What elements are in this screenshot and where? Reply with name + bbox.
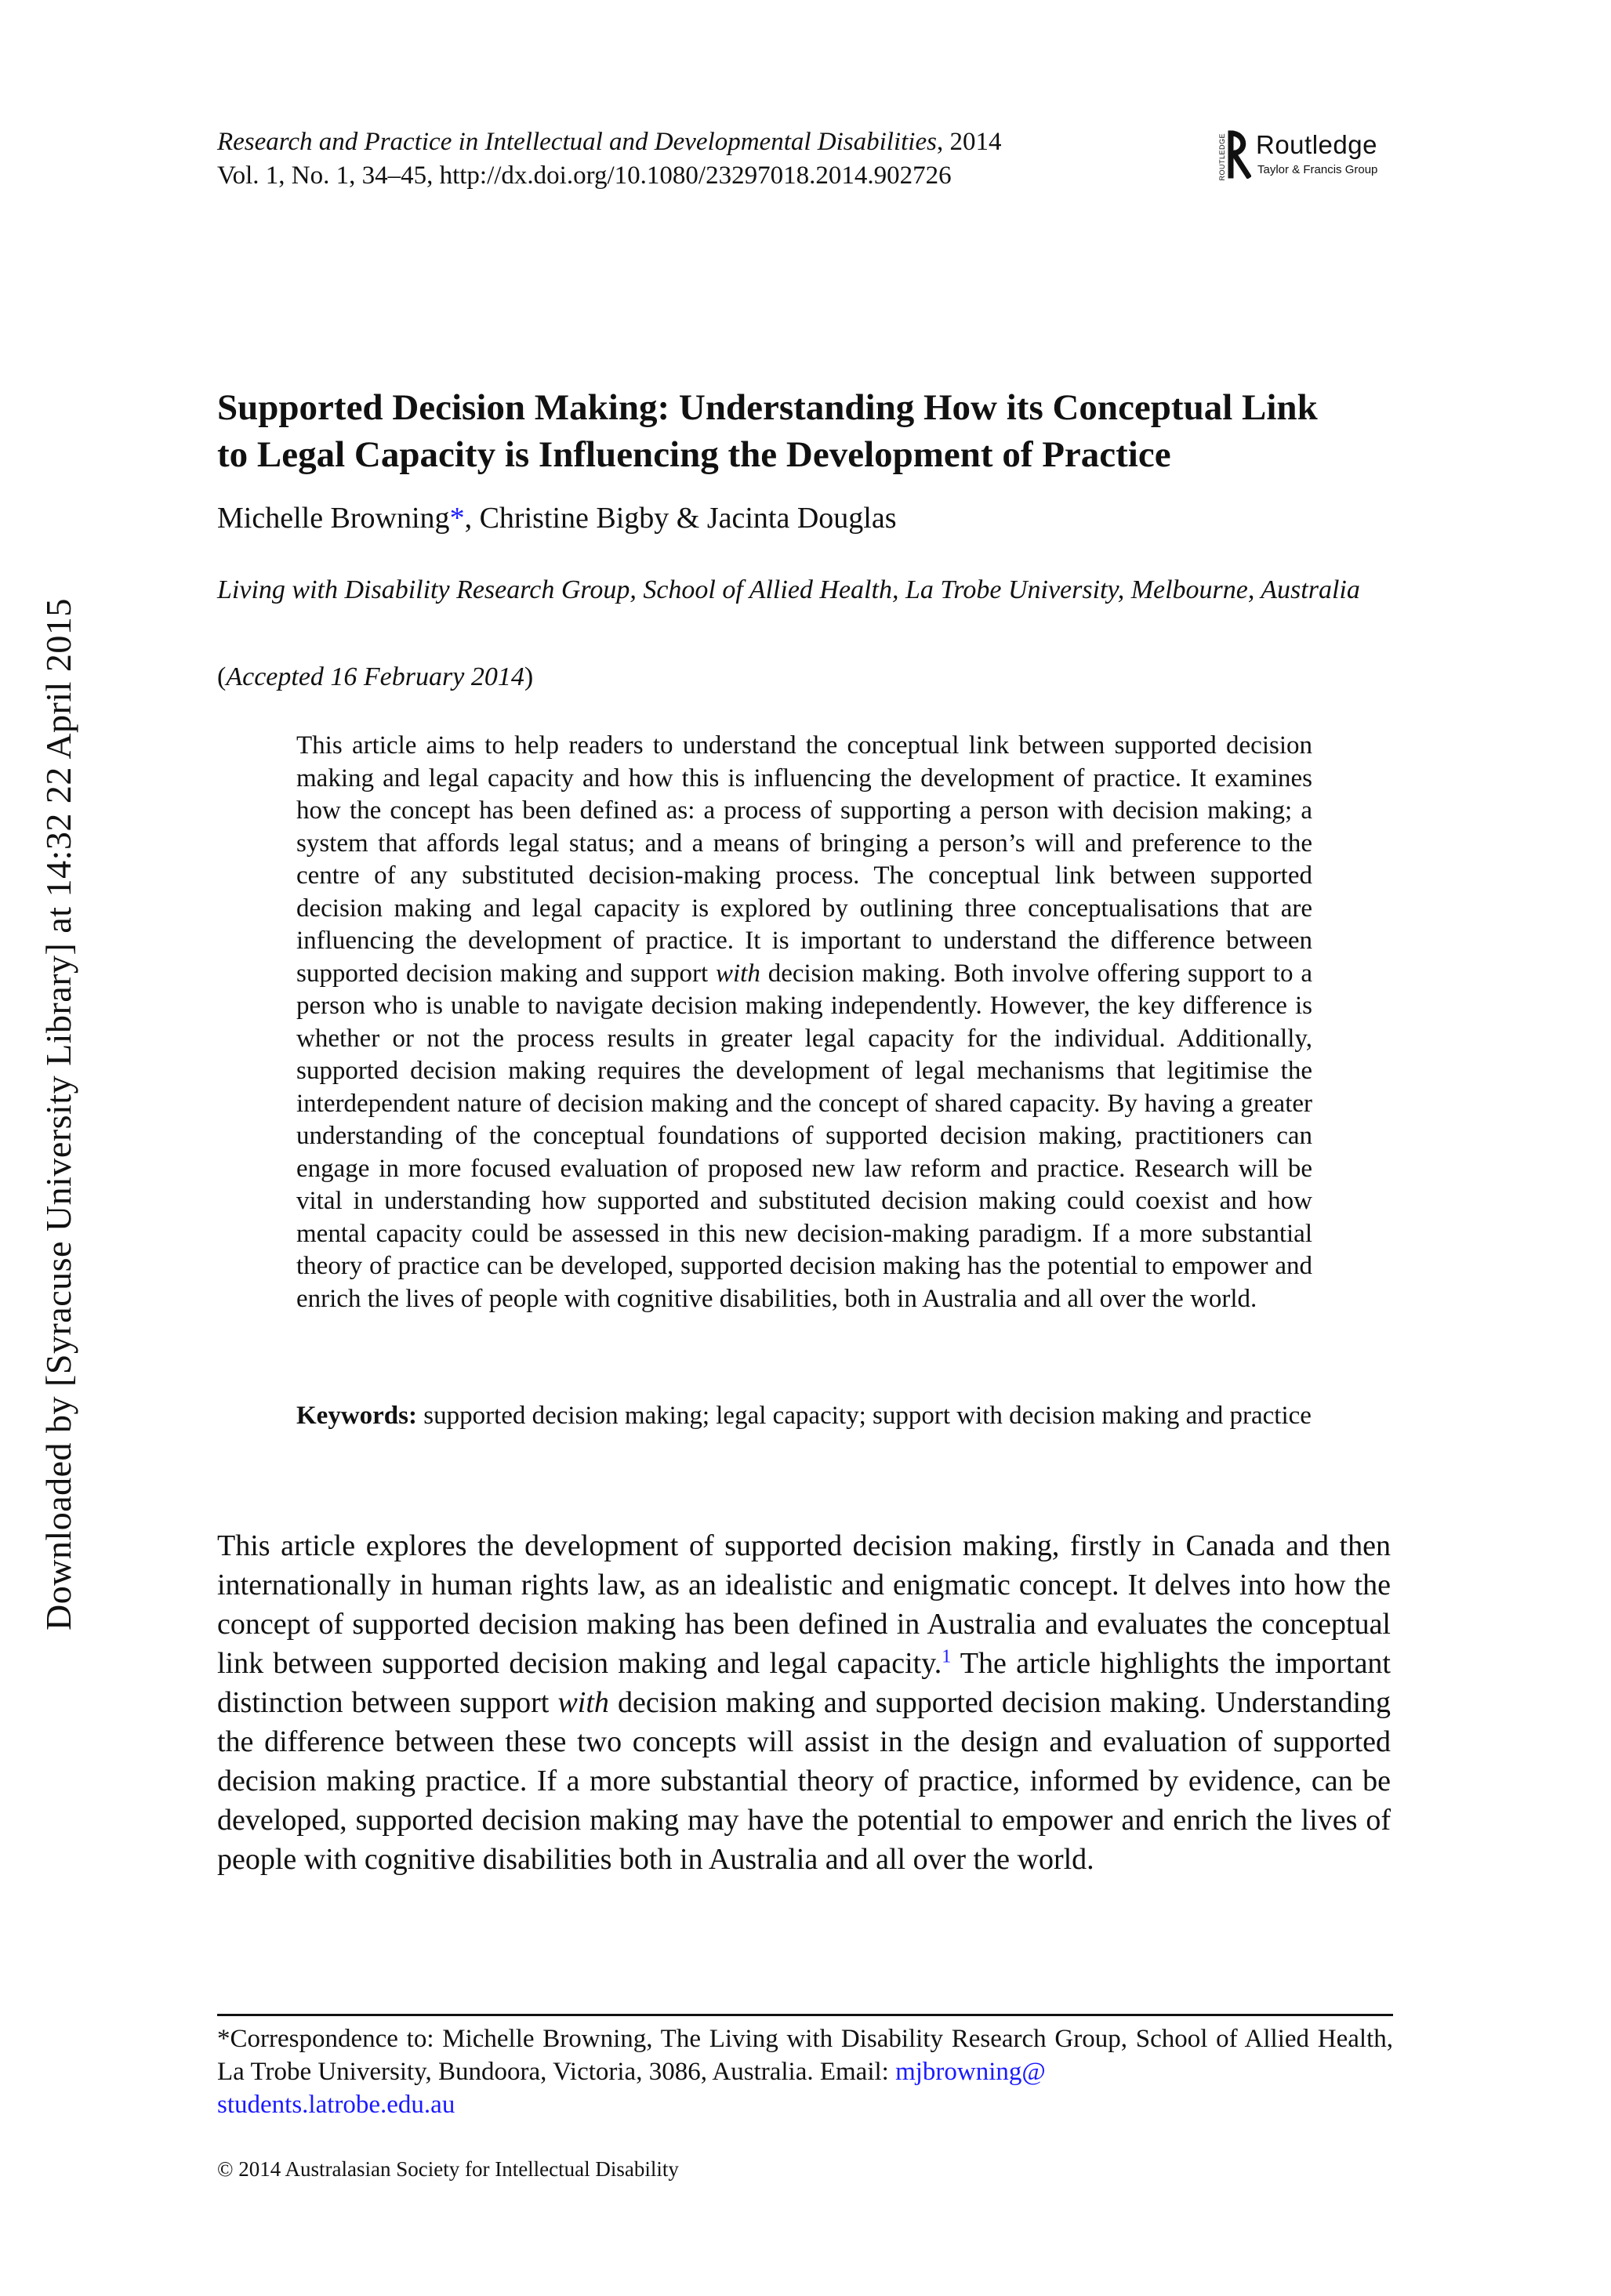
body-text: This article explores the development of supported decision making, firstly in Canada and then internationally in human rights law, as an idealistic and enigmatic concept. It delves into how the concept of supported decision making has been defined in Australia and evaluates the conceptual link between supported decision making and legal capacity. [217, 1529, 1391, 1680]
copyright-notice: © 2014 Australasian Society for Intellectual Disability [217, 2157, 679, 2181]
paren-close: ) [524, 662, 534, 691]
author-list [217, 500, 1393, 536]
keywords [296, 1399, 1312, 1432]
title-line: Supported Decision Making: Understanding How its Conceptual Link [217, 387, 1318, 428]
abstract-emphasis: with [715, 959, 760, 988]
journal-title-line [217, 125, 1221, 159]
accepted-date [217, 661, 1001, 693]
paren-open: ( [217, 662, 227, 691]
abstract-text: decision making. Both involve offering support to a person who is unable to navigate decision making independently. However, the key difference is whether or not the process results in greater legal capacity for the individual. Additionally, supported decision making requires the development of legal mechanisms that legitimise the interdependent nature of decision making and the concept of shared capacity. By having a greater understanding of the conceptual foundations of supported decision making, practitioners can engage in more focused evaluation of proposed new law reform and practice. Research will be vital in understanding how supported and substituted decision making could coexist and how mental capacity could be assessed in this new decision-making paradigm. If a more substantial theory of practice can be developed, supported decision making has the potential to empower and enrich the lives of people with cognitive disabilities, both in Australia and all over the world. [296, 959, 1312, 1313]
journal-citation: Vol. 1, No. 1, 34–45, http://dx.doi.org/10.1080/23297018.2014.902726 [217, 161, 952, 190]
download-note: Downloaded by [Syracuse University Library] at 14:32 22 April 2015 [38, 598, 78, 1630]
logo-name: Routledge [1256, 130, 1377, 159]
affiliation: Living with Disability Research Group, School of Allied Health, La Trobe University, Melbourne, Australia [217, 575, 1360, 604]
body-emphasis: with [557, 1686, 609, 1719]
journal-header [217, 125, 1221, 193]
keywords-list: supported decision making; legal capacity; support with decision making and practice [416, 1402, 1312, 1430]
journal-name: Research and Practice in Intellectual and Developmental Disabilities [217, 128, 937, 156]
correspondence-marker[interactable]: * [449, 502, 465, 535]
footnote-text: *Correspondence to: Michelle Browning, The Living with Disability Research Group, School of Allied Health, La Trobe University, Bundoora, Victoria, 3086, Australia. Email: [217, 2025, 1393, 2086]
author-names-rest: , Christine Bigby & Jacinta Douglas [464, 502, 897, 535]
email-link[interactable]: students.latrobe.edu.au [217, 2091, 455, 2119]
keywords-label: Keywords: [296, 1402, 417, 1430]
logo-vertical-text: ROUTLEDGE [1218, 133, 1226, 181]
email-link[interactable]: mjbrowning@ [895, 2058, 1046, 2086]
title-line: to Legal Capacity is Influencing the Development of Practice [217, 434, 1171, 475]
body-text: decision making and supported decision making. Understanding the difference between these two concepts will assist in the design and evaluation of supported decision making practice. If a more substantial theory of practice, informed by evidence, can be developed, supported decision making may have the potential to empower and enrich the lives of people with cognitive disabilities both in Australia and all over the world. [217, 1686, 1391, 1876]
article-title [217, 384, 1409, 478]
accepted-text: Accepted 16 February 2014 [226, 662, 524, 691]
journal-year: , 2014 [936, 128, 1002, 156]
footnote-divider [217, 2014, 1393, 2016]
correspondence-footnote [217, 2022, 1393, 2121]
publisher-logo [1215, 130, 1395, 180]
author-name: Michelle Browning [217, 502, 450, 535]
body-text: The article highlights the important distinction between support [217, 1647, 1391, 1719]
footnote-reference[interactable]: 1 [942, 1646, 952, 1667]
abstract [296, 730, 1312, 1315]
body-paragraph [217, 1526, 1391, 1879]
abstract-text: This article aims to help readers to understand the conceptual link between supported decision making and legal capacity and how this is influencing the development of practice. It examines how the concept has been defined as: a process of supporting a person with decision making; a system that affords legal status; and a means of bringing a person’s will and preference to the centre of any substituted decision-making process. The conceptual link between supported decision making and legal capacity is explored by outlining three conceptualisations that are influencing the development of practice. It is important to understand the difference between supported decision making and support [296, 731, 1312, 988]
logo-subtitle: Taylor & Francis Group [1257, 163, 1378, 176]
